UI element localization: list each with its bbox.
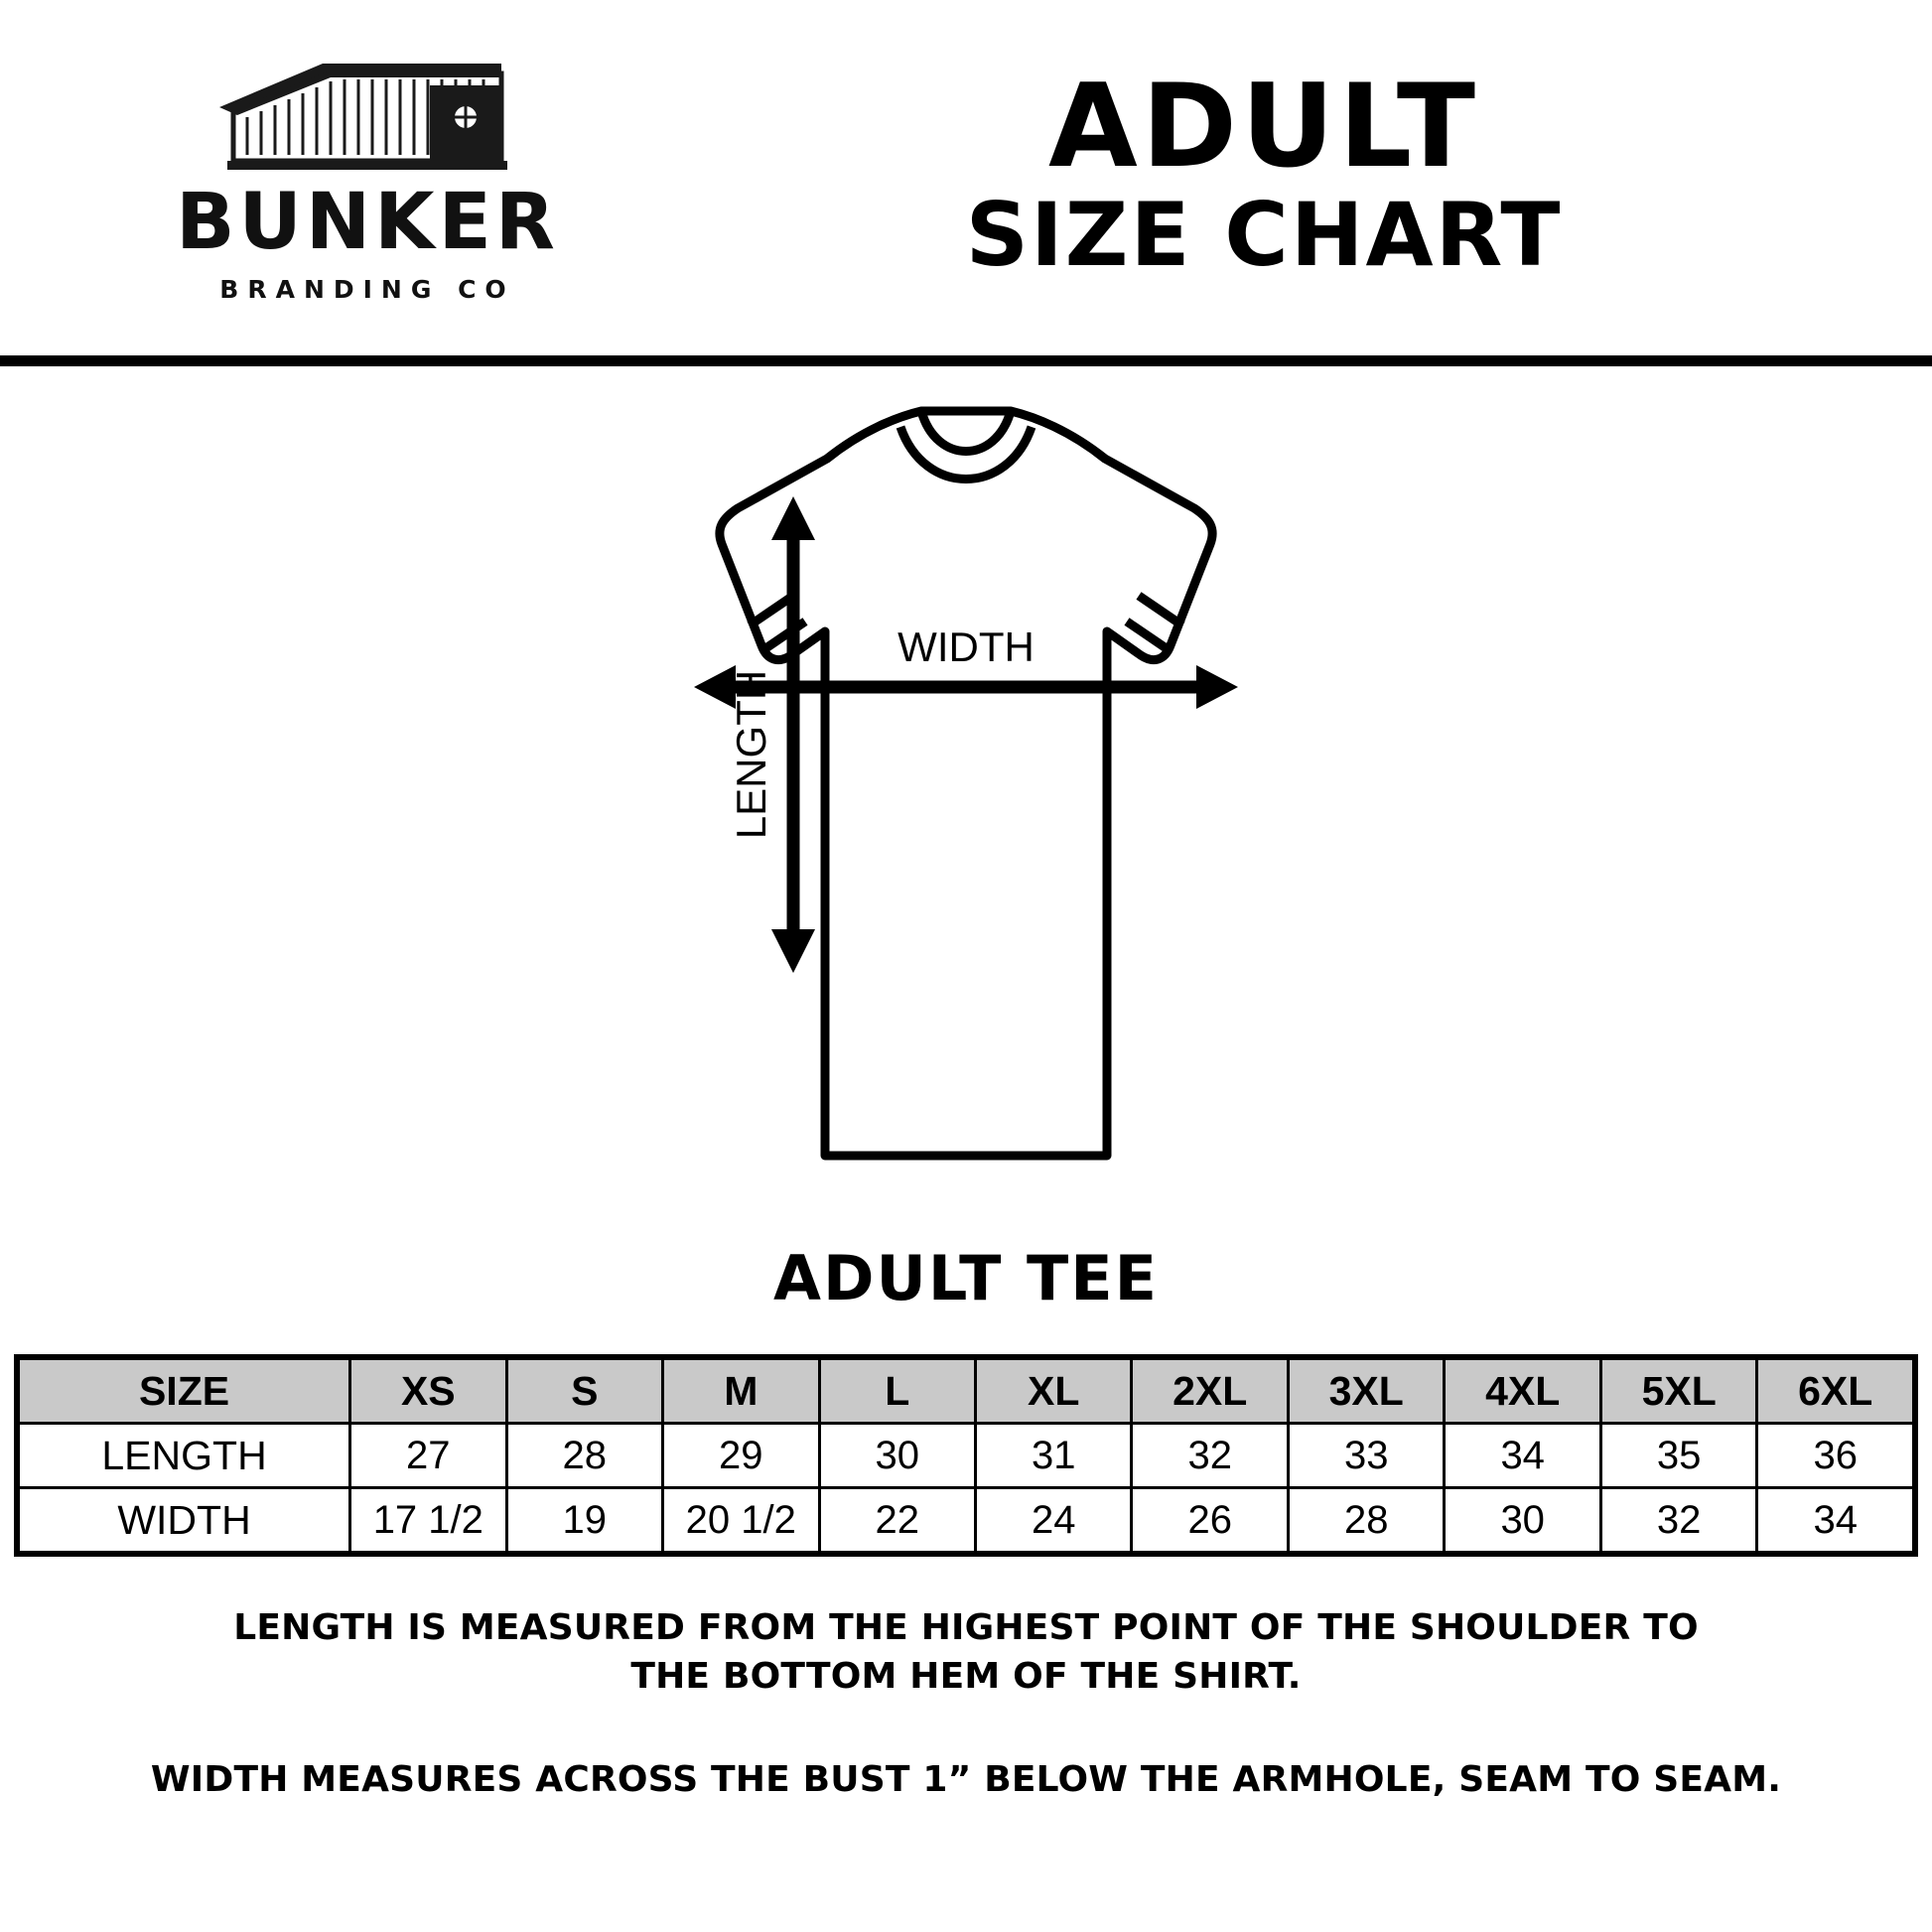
shirt-diagram [0, 366, 1932, 1260]
length-2xl: 32 [1132, 1424, 1288, 1488]
measurement-notes [0, 1604, 1932, 1805]
note-width: WIDTH MEASURES ACROSS THE BUST 1” BELOW THE ARMHOLE, SEAM TO SEAM. [150, 1759, 1782, 1801]
brand-tagline: BRANDING CO [219, 275, 515, 304]
diagram-caption: ADULT TEE [773, 1242, 1159, 1314]
table-col-l: L [819, 1359, 975, 1424]
width-xs: 17 1/2 [350, 1488, 506, 1553]
bunker-building-icon [204, 56, 531, 180]
title-line-2: SIZE CHART [965, 183, 1563, 286]
table-col-3xl: 3XL [1288, 1359, 1444, 1424]
brand-logo [60, 46, 675, 304]
length-l: 30 [819, 1424, 975, 1488]
width-s: 19 [506, 1488, 662, 1553]
table-col-xs: XS [350, 1359, 506, 1424]
width-4xl: 30 [1445, 1488, 1600, 1553]
table-col-s: S [506, 1359, 662, 1424]
length-5xl: 35 [1600, 1424, 1756, 1488]
length-3xl: 33 [1288, 1424, 1444, 1488]
table-row [19, 1424, 1914, 1488]
length-xs: 27 [350, 1424, 506, 1488]
length-6xl: 36 [1757, 1424, 1914, 1488]
length-4xl: 34 [1445, 1424, 1600, 1488]
width-2xl: 26 [1132, 1488, 1288, 1553]
table-col-2xl: 2XL [1132, 1359, 1288, 1424]
width-5xl: 32 [1600, 1488, 1756, 1553]
width-m: 20 1/2 [663, 1488, 819, 1553]
note-length-line-2: THE BOTTOM HEM OF THE SHIRT. [630, 1655, 1302, 1697]
width-6xl: 34 [1757, 1488, 1914, 1553]
vertical-double-arrow-icon [771, 496, 815, 973]
table-col-m: M [663, 1359, 819, 1424]
length-xl: 31 [976, 1424, 1132, 1488]
header-divider [0, 355, 1932, 366]
table-col-size: SIZE [19, 1359, 350, 1424]
page-header [0, 0, 1932, 349]
width-3xl: 28 [1288, 1488, 1444, 1553]
row-label-length: LENGTH [19, 1424, 350, 1488]
table-col-5xl: 5XL [1600, 1359, 1756, 1424]
t-shirt-outline-icon [499, 401, 1433, 1225]
page-title [675, 59, 1892, 286]
width-l: 22 [819, 1488, 975, 1553]
table-col-6xl: 6XL [1757, 1359, 1914, 1424]
width-xl: 24 [976, 1488, 1132, 1553]
length-label: LENGTH [728, 669, 774, 840]
horizontal-double-arrow-icon [694, 665, 1238, 709]
width-label: WIDTH [897, 623, 1035, 670]
table-row [19, 1488, 1914, 1553]
size-chart-table [14, 1354, 1918, 1557]
table-header-row [19, 1359, 1914, 1424]
table-col-xl: XL [976, 1359, 1132, 1424]
title-line-1: ADULT [1047, 59, 1480, 194]
table-col-4xl: 4XL [1445, 1359, 1600, 1424]
brand-name: BUNKER [176, 178, 559, 267]
length-s: 28 [506, 1424, 662, 1488]
note-length-line-1: LENGTH IS MEASURED FROM THE HIGHEST POINT OF THE SHOULDER TO [233, 1607, 1699, 1648]
length-m: 29 [663, 1424, 819, 1488]
row-label-width: WIDTH [19, 1488, 350, 1553]
